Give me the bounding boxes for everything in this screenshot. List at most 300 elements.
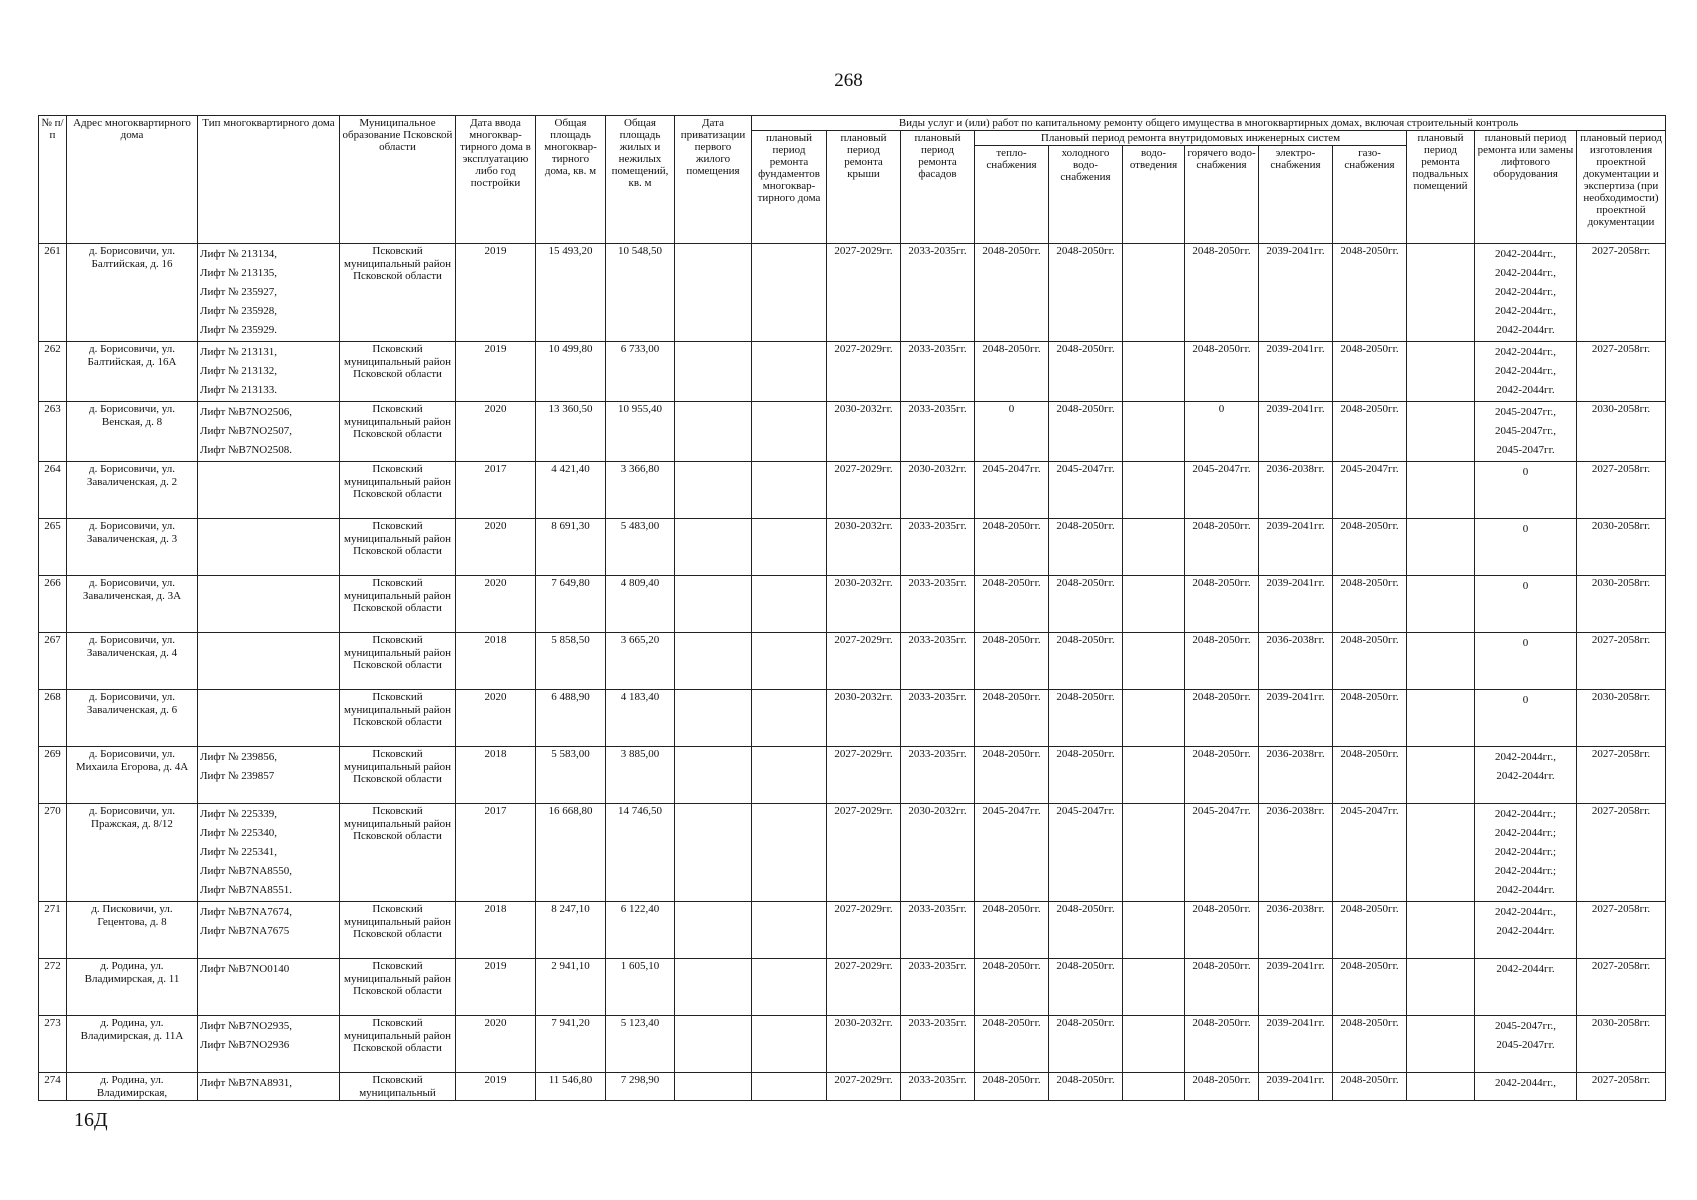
roof-cell: 2030-2032гг. [827,1016,901,1073]
design-cell: 2030-2058гг. [1577,690,1666,747]
hot-water-cell: 2048-2050гг. [1185,747,1259,804]
elevator-period-entry: 2042-2044гг. [1496,384,1555,396]
lift-entry: Лифт № 213133. [200,384,278,396]
lift-entry: Лифт №B7NO2507, [200,425,293,437]
design-cell: 2027-2058гг. [1577,244,1666,342]
hot-water-cell: 2045-2047гг. [1185,462,1259,519]
heat-cell: 2048-2050гг. [975,633,1049,690]
municipality-cell: Псковский муниципальный район Псковской области [340,959,456,1016]
municipality-cell: Псковский муниципальный район Псковской области [340,519,456,576]
electric-cell: 2036-2038гг. [1259,747,1333,804]
table-row [39,1073,1666,1101]
total-area-cell: 2 941,10 [536,959,606,1016]
elevator-period-entry: 0 [1522,466,1529,478]
gas-cell: 2048-2050гг. [1333,402,1407,462]
row-number-cell: 274 [39,1073,67,1101]
municipality-cell: Псковский муниципальный район Псковской области [340,1016,456,1073]
design-cell: 2030-2058гг. [1577,576,1666,633]
design-cell: 2027-2058гг. [1577,747,1666,804]
cold-water-cell: 2048-2050гг. [1049,1073,1123,1101]
row-number-cell: 268 [39,690,67,747]
privatization-cell [675,804,752,902]
table-row [39,402,1666,462]
hot-water-cell: 2048-2050гг. [1185,633,1259,690]
electric-cell: 2039-2041гг. [1259,519,1333,576]
electric-cell: 2039-2041гг. [1259,1016,1333,1073]
year-cell: 2017 [456,804,536,902]
header-electric: электро-снабжения [1259,146,1333,244]
address-cell: д. Борисовичи, ул. Заваличенская, д. 3А [67,576,198,633]
facade-cell: 2033-2035гг. [901,1016,975,1073]
elevator-period-entry: 2042-2044гг.; [1494,808,1557,820]
gas-cell: 2045-2047гг. [1333,462,1407,519]
address-cell: д. Борисовичи, ул. Заваличенская, д. 3 [67,519,198,576]
type-cell [198,633,340,690]
header-foundation: плановый период ремонта фундаментов многоквар-тирного дома [752,131,827,244]
roof-cell: 2030-2032гг. [827,690,901,747]
year-cell: 2017 [456,462,536,519]
cold-water-cell: 2048-2050гг. [1049,244,1123,342]
type-cell [198,402,340,462]
year-cell: 2020 [456,402,536,462]
electric-cell: 2036-2038гг. [1259,902,1333,959]
basement-cell [1407,1016,1475,1073]
header-privatization: Дата приватизации первого жилого помещения [675,116,752,244]
elevator-cell [1475,804,1577,902]
elevator-period-entry: 2042-2044гг.; [1494,846,1557,858]
elevator-cell [1475,902,1577,959]
facade-cell: 2033-2035гг. [901,519,975,576]
lift-entry: Лифт №B7NA8550, [200,865,293,877]
facade-cell: 2033-2035гг. [901,902,975,959]
elevator-period-entry: 2042-2044гг. [1496,925,1555,937]
row-number-cell: 266 [39,576,67,633]
living-area-cell: 3 366,80 [606,462,675,519]
row-number-cell: 262 [39,342,67,402]
lift-entry: Лифт № 235928, [200,305,278,317]
year-cell: 2020 [456,576,536,633]
cold-water-cell: 2048-2050гг. [1049,959,1123,1016]
roof-cell: 2027-2029гг. [827,804,901,902]
electric-cell: 2039-2041гг. [1259,244,1333,342]
foundation-cell [752,244,827,342]
electric-cell: 2036-2038гг. [1259,462,1333,519]
address-cell: д. Борисовичи, ул. Балтийская, д. 16 [67,244,198,342]
header-total-area: Общая площадь многоквар-тирного дома, кв. м [536,116,606,244]
sewer-cell [1123,1073,1185,1101]
heat-cell: 2048-2050гг. [975,244,1049,342]
sewer-cell [1123,747,1185,804]
privatization-cell [675,747,752,804]
elevator-period-entry: 2042-2044гг., [1495,248,1556,260]
table-row [39,633,1666,690]
elevator-period-entry: 2042-2044гг.; [1494,827,1557,839]
foundation-cell [752,519,827,576]
foundation-cell [752,959,827,1016]
facade-cell: 2033-2035гг. [901,576,975,633]
living-area-cell: 7 298,90 [606,1073,675,1101]
privatization-cell [675,690,752,747]
living-area-cell: 3 885,00 [606,747,675,804]
header-living-area: Общая площадь жилых и нежилых помещений, кв. м [606,116,675,244]
lift-entry: Лифт № 225340, [200,827,278,839]
facade-cell: 2033-2035гг. [901,402,975,462]
basement-cell [1407,244,1475,342]
privatization-cell [675,576,752,633]
elevator-cell [1475,462,1577,519]
cold-water-cell: 2048-2050гг. [1049,519,1123,576]
heat-cell: 2048-2050гг. [975,1016,1049,1073]
elevator-period-entry: 0 [1522,694,1529,706]
type-cell [198,690,340,747]
total-area-cell: 13 360,50 [536,402,606,462]
type-cell [198,519,340,576]
row-number-cell: 269 [39,747,67,804]
municipality-cell: Псковский муниципальный район Псковской области [340,804,456,902]
hot-water-cell: 2048-2050гг. [1185,902,1259,959]
municipality-cell: Псковский муниципальный район Псковской области [340,402,456,462]
basement-cell [1407,342,1475,402]
design-cell: 2030-2058гг. [1577,519,1666,576]
header-roof: плановый период ремонта крыши [827,131,901,244]
year-cell: 2019 [456,959,536,1016]
lift-entry: Лифт №B7NA7674, [200,906,293,918]
sewer-cell [1123,244,1185,342]
gas-cell: 2048-2050гг. [1333,959,1407,1016]
gas-cell: 2048-2050гг. [1333,633,1407,690]
facade-cell: 2033-2035гг. [901,959,975,1016]
hot-water-cell: 2048-2050гг. [1185,342,1259,402]
elevator-period-entry: 2042-2044гг., [1495,1077,1556,1089]
address-cell: д. Борисовичи, ул. Михаила Егорова, д. 4А [67,747,198,804]
sewer-cell [1123,959,1185,1016]
type-cell [198,342,340,402]
year-cell: 2019 [456,244,536,342]
living-area-cell: 1 605,10 [606,959,675,1016]
heat-cell: 2048-2050гг. [975,690,1049,747]
heat-cell: 2048-2050гг. [975,1073,1049,1101]
hot-water-cell: 2048-2050гг. [1185,690,1259,747]
type-cell [198,1073,340,1101]
lift-entry: Лифт № 225339, [200,808,278,820]
basement-cell [1407,902,1475,959]
gas-cell: 2048-2050гг. [1333,244,1407,342]
privatization-cell [675,519,752,576]
total-area-cell: 8 691,30 [536,519,606,576]
lift-entry: Лифт № 213134, [200,248,278,260]
lift-entry: Лифт №B7NO2935, [200,1020,293,1032]
hot-water-cell: 2048-2050гг. [1185,244,1259,342]
electric-cell: 2039-2041гг. [1259,690,1333,747]
elevator-period-entry: 2042-2044гг., [1495,286,1556,298]
electric-cell: 2039-2041гг. [1259,402,1333,462]
privatization-cell [675,959,752,1016]
cold-water-cell: 2048-2050гг. [1049,633,1123,690]
elevator-cell [1475,402,1577,462]
foundation-cell [752,342,827,402]
year-cell: 2018 [456,633,536,690]
heat-cell: 2048-2050гг. [975,519,1049,576]
row-number-cell: 272 [39,959,67,1016]
facade-cell: 2033-2035гг. [901,690,975,747]
elevator-cell [1475,690,1577,747]
row-number-cell: 265 [39,519,67,576]
basement-cell [1407,747,1475,804]
heat-cell: 2048-2050гг. [975,342,1049,402]
municipality-cell: Псковский муниципальный район Псковской области [340,576,456,633]
elevator-period-entry: 2042-2044гг., [1495,751,1556,763]
elevator-period-entry: 2042-2044гг.; [1494,865,1557,877]
address-cell: д. Родина, ул. Владимирская, д. 11 [67,959,198,1016]
design-cell: 2027-2058гг. [1577,1073,1666,1101]
cold-water-cell: 2048-2050гг. [1049,402,1123,462]
basement-cell [1407,690,1475,747]
address-cell: д. Борисовичи, ул. Балтийская, д. 16А [67,342,198,402]
foundation-cell [752,1016,827,1073]
gas-cell: 2045-2047гг. [1333,804,1407,902]
row-number-cell: 264 [39,462,67,519]
elevator-period-entry: 2045-2047гг. [1496,1039,1555,1051]
hot-water-cell: 2048-2050гг. [1185,959,1259,1016]
year-cell: 2018 [456,902,536,959]
electric-cell: 2039-2041гг. [1259,1073,1333,1101]
elevator-cell [1475,747,1577,804]
lift-entry: Лифт № 235929. [200,324,278,336]
foundation-cell [752,902,827,959]
heat-cell: 2048-2050гг. [975,902,1049,959]
cold-water-cell: 2048-2050гг. [1049,747,1123,804]
header-basement: плановый период ремонта подвальных помещений [1407,131,1475,244]
elevator-period-entry: 2042-2044гг. [1496,324,1555,336]
header-address: Адрес многоквартирного дома [67,116,198,244]
facade-cell: 2033-2035гг. [901,633,975,690]
basement-cell [1407,402,1475,462]
design-cell: 2027-2058гг. [1577,342,1666,402]
facade-cell: 2030-2032гг. [901,462,975,519]
electric-cell: 2039-2041гг. [1259,342,1333,402]
basement-cell [1407,519,1475,576]
year-cell: 2018 [456,747,536,804]
living-area-cell: 4 809,40 [606,576,675,633]
total-area-cell: 10 499,80 [536,342,606,402]
roof-cell: 2027-2029гг. [827,633,901,690]
sewer-cell [1123,633,1185,690]
type-cell [198,1016,340,1073]
cold-water-cell: 2048-2050гг. [1049,690,1123,747]
lift-entry: Лифт №B7NO2936 [200,1039,290,1051]
roof-cell: 2027-2029гг. [827,462,901,519]
address-cell: д. Борисовичи, ул. Пражская, д. 8/12 [67,804,198,902]
lift-entry: Лифт №B7NA7675 [200,925,290,937]
elevator-period-entry: 2042-2044гг. [1496,884,1555,896]
lift-entry: Лифт №B7NA8551. [200,884,293,896]
privatization-cell [675,1016,752,1073]
facade-cell: 2033-2035гг. [901,1073,975,1101]
elevator-period-entry: 2042-2044гг., [1495,906,1556,918]
gas-cell: 2048-2050гг. [1333,690,1407,747]
table-row [39,747,1666,804]
table-row [39,576,1666,633]
type-cell [198,747,340,804]
basement-cell [1407,462,1475,519]
elevator-cell [1475,576,1577,633]
elevator-period-entry: 2042-2044гг., [1495,305,1556,317]
elevator-period-entry: 2042-2044гг., [1495,267,1556,279]
hot-water-cell: 2048-2050гг. [1185,576,1259,633]
living-area-cell: 4 183,40 [606,690,675,747]
facade-cell: 2033-2035гг. [901,342,975,402]
header-works-group: Виды услуг и (или) работ по капитальному ремонту общего имущества в многоквартирных домах, включая строительный контроль [752,116,1666,131]
header-facade: плановый период ремонта фасадов [901,131,975,244]
address-cell: д. Родина, ул. Владимирская, [67,1073,198,1101]
total-area-cell: 6 488,90 [536,690,606,747]
privatization-cell [675,902,752,959]
row-number-cell: 261 [39,244,67,342]
foundation-cell [752,690,827,747]
living-area-cell: 3 665,20 [606,633,675,690]
municipality-cell: Псковский муниципальный [340,1073,456,1101]
total-area-cell: 11 546,80 [536,1073,606,1101]
sewer-cell [1123,342,1185,402]
address-cell: д. Борисовичи, ул. Заваличенская, д. 4 [67,633,198,690]
cold-water-cell: 2048-2050гг. [1049,342,1123,402]
type-cell [198,804,340,902]
living-area-cell: 6 122,40 [606,902,675,959]
design-cell: 2027-2058гг. [1577,804,1666,902]
sewer-cell [1123,690,1185,747]
header-year: Дата ввода многоквар-тирного дома в эксплуатацию либо год постройки [456,116,536,244]
header-type: Тип многоквартирного дома [198,116,340,244]
elevator-period-entry: 2042-2044гг., [1495,365,1556,377]
basement-cell [1407,576,1475,633]
foundation-cell [752,402,827,462]
roof-cell: 2030-2032гг. [827,576,901,633]
year-cell: 2019 [456,342,536,402]
lift-entry: Лифт № 235927, [200,286,278,298]
header-design: плановый период изготовления проектной документации и экспертиза (при необходимости) проектной документации [1577,131,1666,244]
total-area-cell: 8 247,10 [536,902,606,959]
gas-cell: 2048-2050гг. [1333,1016,1407,1073]
municipality-cell: Псковский муниципальный район Псковской области [340,342,456,402]
table-row [39,1016,1666,1073]
table-row [39,244,1666,342]
row-number-cell: 267 [39,633,67,690]
header-municipality: Муниципальное образование Псковской области [340,116,456,244]
table-row [39,342,1666,402]
sewer-cell [1123,462,1185,519]
table-row [39,462,1666,519]
roof-cell: 2027-2029гг. [827,342,901,402]
hot-water-cell: 2048-2050гг. [1185,519,1259,576]
design-cell: 2027-2058гг. [1577,902,1666,959]
elevator-cell [1475,1016,1577,1073]
page-number: 268 [834,70,863,91]
hot-water-cell: 2045-2047гг. [1185,804,1259,902]
design-cell: 2027-2058гг. [1577,462,1666,519]
row-number-cell: 270 [39,804,67,902]
lift-entry: Лифт №B7NO0140 [200,963,290,975]
total-area-cell: 5 858,50 [536,633,606,690]
hot-water-cell: 2048-2050гг. [1185,1016,1259,1073]
foundation-cell [752,462,827,519]
sewer-cell [1123,1016,1185,1073]
year-cell: 2020 [456,690,536,747]
table-row [39,902,1666,959]
address-cell: д. Борисовичи, ул. Заваличенская, д. 6 [67,690,198,747]
type-cell [198,244,340,342]
hot-water-cell: 0 [1185,402,1259,462]
footer-mark: 16Д [74,1109,108,1131]
type-cell [198,959,340,1016]
heat-cell: 2045-2047гг. [975,462,1049,519]
elevator-period-entry: 2045-2047гг., [1495,1020,1556,1032]
cold-water-cell: 2048-2050гг. [1049,1016,1123,1073]
total-area-cell: 16 668,80 [536,804,606,902]
foundation-cell [752,747,827,804]
elevator-cell [1475,633,1577,690]
capital-repair-table [38,115,1666,1101]
municipality-cell: Псковский муниципальный район Псковской области [340,244,456,342]
total-area-cell: 4 421,40 [536,462,606,519]
roof-cell: 2027-2029гг. [827,959,901,1016]
municipality-cell: Псковский муниципальный район Псковской области [340,902,456,959]
foundation-cell [752,804,827,902]
lift-entry: Лифт № 213132, [200,365,278,377]
foundation-cell [752,1073,827,1101]
privatization-cell [675,1073,752,1101]
header-elevator: плановый период ремонта или замены лифтового оборудования [1475,131,1577,244]
privatization-cell [675,244,752,342]
gas-cell: 2048-2050гг. [1333,902,1407,959]
row-number-cell: 271 [39,902,67,959]
header-heat: тепло-снабжения [975,146,1049,244]
total-area-cell: 15 493,20 [536,244,606,342]
roof-cell: 2030-2032гг. [827,402,901,462]
electric-cell: 2036-2038гг. [1259,804,1333,902]
foundation-cell [752,576,827,633]
electric-cell: 2039-2041гг. [1259,959,1333,1016]
design-cell: 2027-2058гг. [1577,633,1666,690]
cold-water-cell: 2045-2047гг. [1049,804,1123,902]
foundation-cell [752,633,827,690]
lift-entry: Лифт № 213135, [200,267,278,279]
elevator-period-entry: 2045-2047гг., [1495,406,1556,418]
year-cell: 2019 [456,1073,536,1101]
lift-entry: Лифт №B7NO2508. [200,444,293,456]
lift-entry: Лифт № 239856, [200,751,278,763]
living-area-cell: 10 955,40 [606,402,675,462]
electric-cell: 2039-2041гг. [1259,576,1333,633]
cold-water-cell: 2045-2047гг. [1049,462,1123,519]
electric-cell: 2036-2038гг. [1259,633,1333,690]
lift-entry: Лифт № 225341, [200,846,278,858]
municipality-cell: Псковский муниципальный район Псковской области [340,462,456,519]
heat-cell: 2045-2047гг. [975,804,1049,902]
heat-cell: 2048-2050гг. [975,576,1049,633]
living-area-cell: 6 733,00 [606,342,675,402]
design-cell: 2030-2058гг. [1577,1016,1666,1073]
privatization-cell [675,402,752,462]
address-cell: д. Писковичи, ул. Гецентова, д. 8 [67,902,198,959]
elevator-period-entry: 2042-2044гг. [1496,963,1555,975]
address-cell: д. Борисовичи, ул. Венская, д. 8 [67,402,198,462]
elevator-period-entry: 2042-2044гг. [1496,770,1555,782]
design-cell: 2027-2058гг. [1577,959,1666,1016]
municipality-cell: Псковский муниципальный район Псковской области [340,690,456,747]
sewer-cell [1123,519,1185,576]
elevator-cell [1475,519,1577,576]
header-gas: газо-снабжения [1333,146,1407,244]
